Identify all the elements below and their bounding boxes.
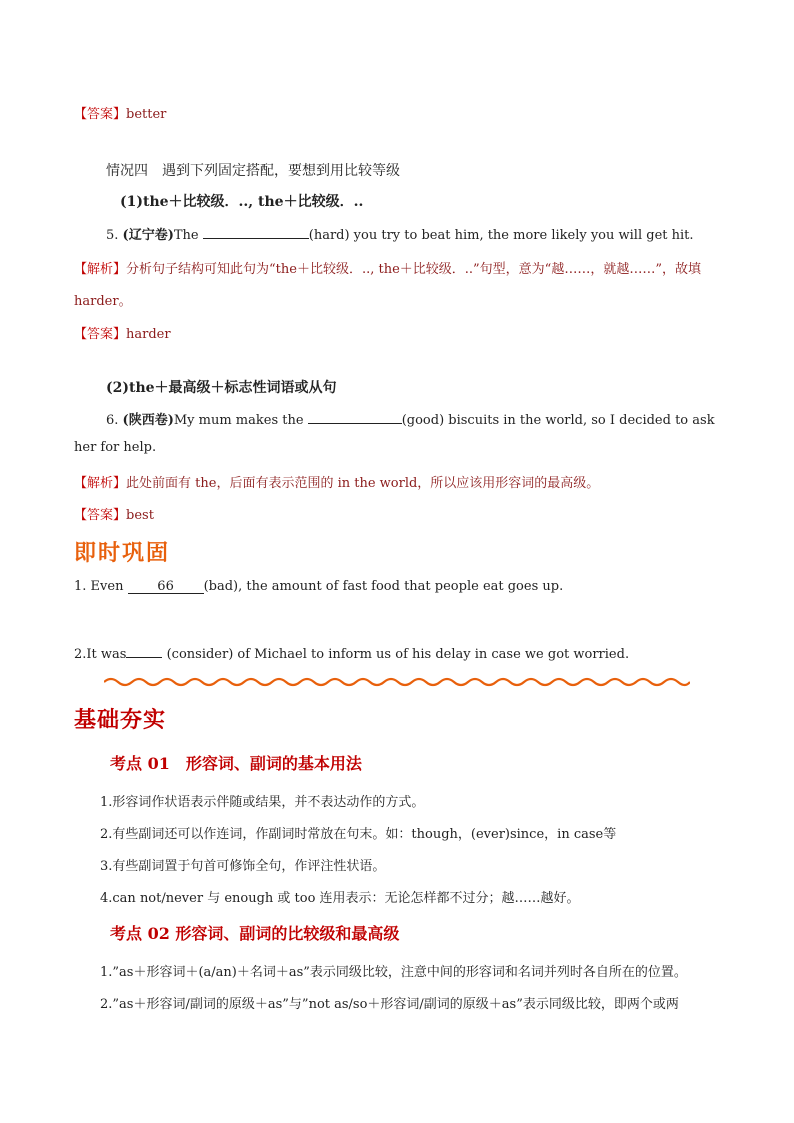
pattern-the-superlative: (2)the＋最高级＋标志性词语或从句 xyxy=(106,380,337,396)
kaodian-02-item: 2.”as＋形容词/副词的原级＋as”与”not as/so＋形容词/副词的原级＋as”表示同级比较，即两个或两 xyxy=(100,997,679,1012)
analysis-text: 分析句子结构可知此句为“the＋比较级．.., the＋比较级．..”句型，意为“越……，就越……”，故填 xyxy=(126,262,701,277)
question-number: 6. xyxy=(106,413,119,428)
situation-heading: 情况四 遇到下列固定搭配，要想到用比较等级 xyxy=(106,163,400,179)
kaodian-01-title: 考点 01 形容词、副词的基本用法 xyxy=(110,754,362,773)
answer-value: harder xyxy=(126,327,171,342)
practice-pre: 2.It was xyxy=(74,647,127,662)
pattern-the-comparative: (1)the＋比较级．.., the＋比较级．.. xyxy=(120,194,364,210)
answer-blank[interactable] xyxy=(308,409,402,424)
practice-1 xyxy=(74,579,563,594)
question-6 xyxy=(106,409,722,428)
section-title: 基础夯实 xyxy=(74,707,167,733)
answer-label: 【答案】 xyxy=(74,107,127,122)
answer-5-line xyxy=(74,323,171,342)
question-6-cont: her for help. xyxy=(74,440,157,455)
answer-blank[interactable] xyxy=(203,224,309,239)
answer-value: best xyxy=(126,508,154,523)
question-number: 5. xyxy=(106,228,119,243)
answer-6-line xyxy=(74,504,154,523)
analysis-label: 【解析】 xyxy=(74,262,127,277)
answer-value: better xyxy=(126,107,167,122)
question-5 xyxy=(106,224,694,243)
kaodian-01-item: 1.形容词作状语表示伴随或结果，并不表达动作的方式。 xyxy=(100,795,425,810)
question-pre: My mum makes the xyxy=(173,413,304,428)
answer-label: 【答案】 xyxy=(74,508,127,523)
practice-pre: 1. Even xyxy=(74,579,124,594)
filled-answer: 66 xyxy=(157,579,174,594)
analysis-6 xyxy=(74,472,599,491)
question-source: (陕西卷) xyxy=(122,413,174,428)
answer-blank[interactable] xyxy=(128,579,204,594)
practice-2 xyxy=(74,643,629,662)
analysis-label: 【解析】 xyxy=(74,476,127,491)
analysis-text: 此处前面有 the，后面有表示范围的 in the world，所以应该用形容词的最高级。 xyxy=(126,476,600,491)
question-source: (辽宁卷) xyxy=(122,228,174,243)
analysis-5 xyxy=(74,258,701,277)
question-hint: (good) biscuits in the world, so I decided to ask xyxy=(401,413,715,428)
answer-blank[interactable] xyxy=(126,643,162,658)
kaodian-01-item: 3.有些副词置于句首可修饰全句，作评注性状语。 xyxy=(100,859,386,874)
question-hint: (hard) you try to beat him, the more likely you will get hit. xyxy=(308,228,694,243)
kaodian-01-item: 2.有些副词还可以作连词，作副词时常放在句末。如：though，(ever)since，in case等 xyxy=(100,827,617,842)
question-pre: The xyxy=(173,228,199,243)
answer-label: 【答案】 xyxy=(74,327,127,342)
practice-post: (bad), the amount of fast food that people eat goes up. xyxy=(203,579,564,594)
practice-post: (consider) of Michael to inform us of his delay in case we got worried. xyxy=(166,647,630,662)
answer-better-line xyxy=(74,103,166,122)
analysis-5-cont: harder。 xyxy=(74,294,132,309)
kaodian-02-item: 1.”as＋形容词＋(a/an)＋名词＋as”表示同级比较，注意中间的形容词和名词并列时各自所在的位置。 xyxy=(100,965,687,980)
kaodian-02-title: 考点 02 形容词、副词的比较级和最高级 xyxy=(110,924,400,943)
practice-title: 即时巩固 xyxy=(74,541,171,566)
wavy-divider xyxy=(104,676,690,688)
kaodian-01-item: 4.can not/never 与 enough 或 too 连用表示：无论怎样都不过分；越……越好。 xyxy=(100,891,580,906)
